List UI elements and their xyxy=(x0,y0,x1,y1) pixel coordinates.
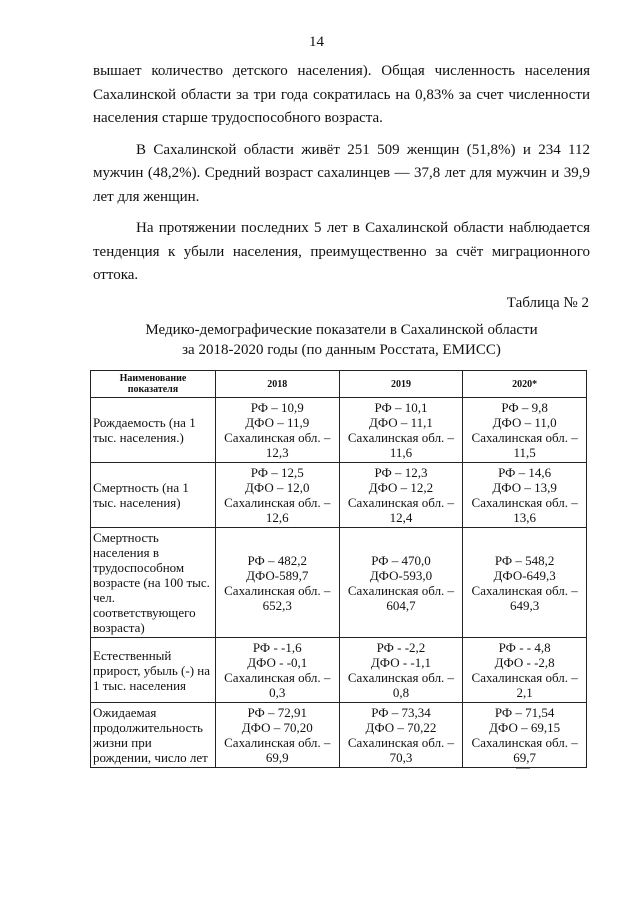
value-cell xyxy=(339,463,463,528)
indicator-name: Естественный прирост, убыль (-) на 1 тыс. населения xyxy=(91,638,216,703)
value-line: ДФО-589,7 xyxy=(246,567,309,583)
value-cell xyxy=(463,703,587,768)
indicator-name: Смертность населения в трудоспособном возрасте (на 100 тыс. чел. соответствующего возраста) xyxy=(91,528,216,638)
value-line: ДФО-593,0 xyxy=(369,567,433,583)
value-line: РФ – 12,5 xyxy=(250,465,304,480)
value-cell xyxy=(339,703,463,768)
value-cell xyxy=(463,463,587,528)
value-line: ДФО - -1,1 xyxy=(370,655,431,670)
value-line: 11,6 xyxy=(389,445,413,460)
value-line: Сахалинская обл. – xyxy=(471,495,578,510)
value-line: РФ – 10,1 xyxy=(374,400,428,415)
caption-line-1: Медико-демографические показатели в Сахалинской области xyxy=(145,322,538,338)
value-cell xyxy=(215,398,339,463)
value-line: Сахалинская обл. – xyxy=(471,430,578,445)
header-2019: 2019 xyxy=(339,371,463,398)
value-line: Сахалинская обл. – xyxy=(347,582,455,598)
value-cell xyxy=(215,528,339,638)
paragraph-1: вышает количество детского населения). Общая численность населения Сахалинской области за три года сократилась на 0,83% за счет численности населения старше трудоспособного возраста. xyxy=(93,63,590,126)
value-cell xyxy=(215,638,339,703)
value-line: 12,3 xyxy=(265,445,289,460)
paragraph-3: На протяжении последних 5 лет в Сахалинской области наблюдается тенденция к убыли населения, преимущественно за счёт миграционного оттока. xyxy=(93,220,590,283)
value-cell xyxy=(339,528,463,638)
value-line: 70,3 xyxy=(389,750,413,765)
value-line: ДФО – 11,0 xyxy=(492,415,557,430)
value-line: ДФО - -0,1 xyxy=(247,655,308,670)
table-row xyxy=(91,463,587,528)
table-row xyxy=(91,703,587,768)
table-caption xyxy=(93,320,590,360)
value-line: ДФО – 70,22 xyxy=(365,720,437,735)
caption-line-2: за 2018-2020 годы (по данным Росстата, ЕМИСС) xyxy=(182,342,501,358)
value-cell xyxy=(463,638,587,703)
value-line: Сахалинская обл. – xyxy=(347,670,455,685)
value-line: Сахалинская обл. – xyxy=(224,670,331,685)
value-cell xyxy=(339,638,463,703)
value-line: РФ – 10,9 xyxy=(250,400,304,415)
value-line: РФ - -1,6 xyxy=(252,640,302,655)
value-cell xyxy=(215,463,339,528)
value-cell xyxy=(463,398,587,463)
page-number: 14 xyxy=(309,34,324,50)
value-line: РФ – 71,54 xyxy=(494,705,555,720)
value-line: Сахалинская обл. – xyxy=(471,670,578,685)
table-number: Таблица № 2 xyxy=(506,295,589,311)
value-line: 604,7 xyxy=(386,597,416,613)
value-line: Сахалинская обл. – xyxy=(347,495,455,510)
value-line: ДФО – 11,1 xyxy=(368,415,433,430)
value-line: 0,3 xyxy=(269,685,286,700)
value-line: ДФО-649,3 xyxy=(493,567,556,583)
table-body xyxy=(91,398,587,768)
table-row xyxy=(91,638,587,703)
header-2020: 2020* xyxy=(463,371,587,398)
value-line: Сахалинская обл. – xyxy=(224,430,331,445)
value-line: ДФО - -2,8 xyxy=(494,655,555,670)
value-line: РФ – 548,2 xyxy=(494,552,555,568)
header-indicator: Наименование показателя xyxy=(91,371,216,398)
value-line: Сахалинская обл. – xyxy=(347,430,455,445)
value-line: Сахалинская обл. – xyxy=(224,582,331,598)
indicator-name: Смертность (на 1 тыс. населения) xyxy=(91,463,216,528)
value-line: Сахалинская обл. – xyxy=(347,735,455,750)
value-line: Сахалинская обл. – xyxy=(471,735,578,750)
value-line: РФ – 73,34 xyxy=(371,705,431,720)
demographics-table xyxy=(90,370,587,768)
value-line: 11,5 xyxy=(513,445,536,460)
table-header-row xyxy=(91,371,587,398)
value-line: 652,3 xyxy=(262,597,292,613)
value-line: РФ - - 4,8 xyxy=(498,640,551,655)
value-line: ДФО – 12,2 xyxy=(368,480,434,495)
value-line: РФ – 14,6 xyxy=(498,465,552,480)
value-line: РФ – 72,91 xyxy=(247,705,308,720)
body-text xyxy=(93,60,590,296)
value-cell xyxy=(215,703,339,768)
value-line: ДФО – 11,9 xyxy=(245,415,310,430)
value-line: 0,8 xyxy=(392,685,410,700)
value-line: РФ – 470,0 xyxy=(371,552,431,568)
value-line: ДФО – 69,15 xyxy=(489,720,561,735)
value-line: Сахалинская обл. – xyxy=(471,582,578,598)
decorative-mark xyxy=(516,768,530,769)
value-line: ДФО – 13,9 xyxy=(492,480,557,495)
table-row xyxy=(91,528,587,638)
value-line: ДФО – 70,20 xyxy=(241,720,313,735)
value-line: РФ - -2,2 xyxy=(376,640,426,655)
value-line: РФ – 12,3 xyxy=(374,465,428,480)
table-row xyxy=(91,398,587,463)
value-cell xyxy=(339,398,463,463)
value-line: 69,7 xyxy=(513,750,537,765)
value-line: 12,6 xyxy=(265,510,289,525)
value-line: 13,6 xyxy=(513,510,537,525)
value-line: РФ – 482,2 xyxy=(247,552,308,568)
value-line: 12,4 xyxy=(389,510,413,525)
value-line: Сахалинская обл. – xyxy=(224,495,331,510)
value-line: Сахалинская обл. – xyxy=(224,735,331,750)
indicator-name: Ожидаемая продолжительность жизни при рождении, число лет xyxy=(91,703,216,768)
value-line: ДФО – 12,0 xyxy=(245,480,310,495)
value-cell xyxy=(463,528,587,638)
value-line: 649,3 xyxy=(510,597,540,613)
paragraph-2: В Сахалинской области живёт 251 509 женщин (51,8%) и 234 112 мужчин (48,2%). Средний возраст сахалинцев — 37,8 лет для мужчин и 39,9 лет для женщин. xyxy=(93,141,590,205)
indicator-name: Рождаемость (на 1 тыс. населения.) xyxy=(91,398,216,463)
value-line: 69,9 xyxy=(265,750,289,765)
header-2018: 2018 xyxy=(215,371,339,398)
value-line: РФ – 9,8 xyxy=(501,400,548,415)
value-line: 2,1 xyxy=(516,685,533,700)
